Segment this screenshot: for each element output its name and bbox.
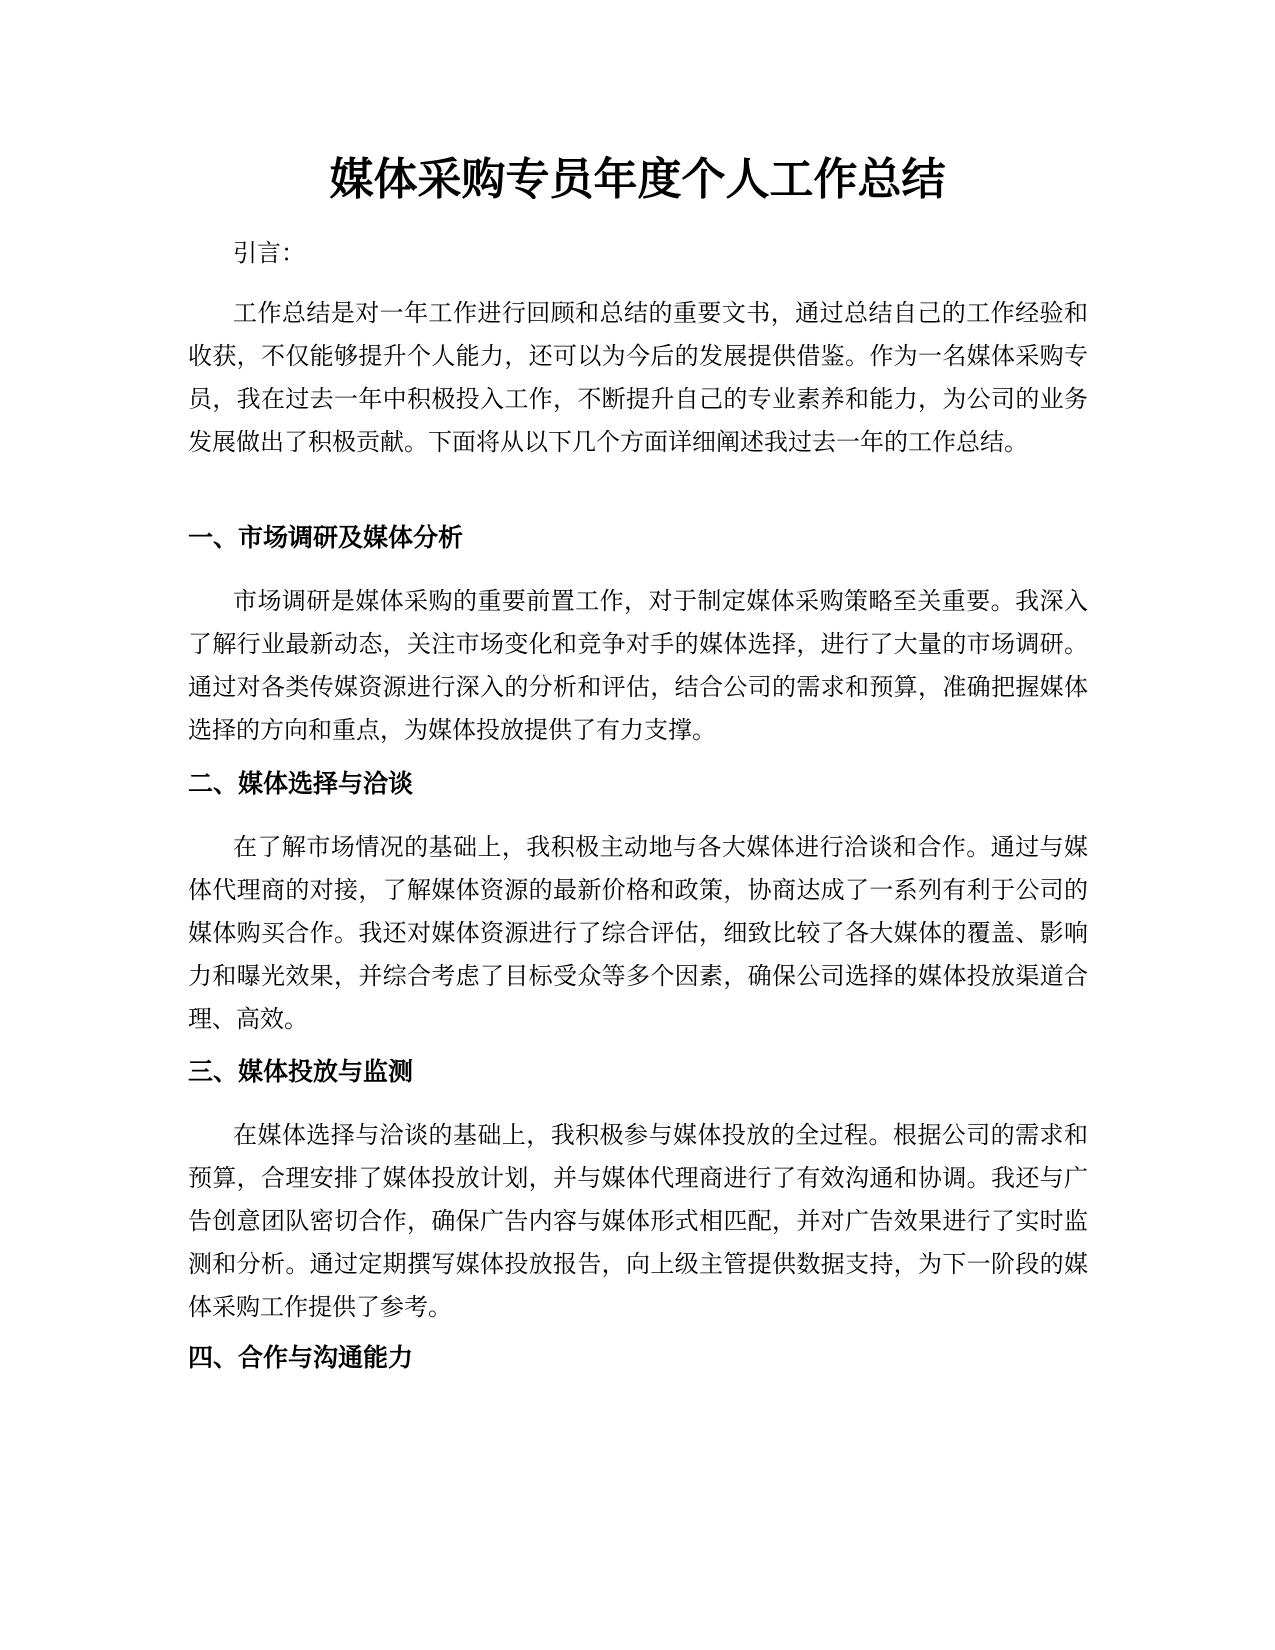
section-paragraph-3: 在媒体选择与洽谈的基础上，我积极参与媒体投放的全过程。根据公司的需求和预算，合理安排了媒体投放计划，并与媒体代理商进行了有效沟通和协调。我还与广告创意团队密切合作，确保广告内容与媒体形式相匹配，并对广告效果进行了实时监测和分析。通过定期撰写媒体投放报告，向上级主管提供数据支持，为下一阶段的媒体采购工作提供了参考。 (188, 1121, 1088, 1321)
section-paragraph-1: 市场调研是媒体采购的重要前置工作，对于制定媒体采购策略至关重要。我深入了解行业最新动态，关注市场变化和竞争对手的媒体选择，进行了大量的市场调研。通过对各类传媒资源进行深入的分析和评估，结合公司的需求和预算，准确把握媒体选择的方向和重点，为媒体投放提供了有力支撑。 (188, 587, 1088, 744)
intro-label: 引言： (233, 239, 305, 267)
section-paragraph-2: 在了解市场情况的基础上，我积极主动地与各大媒体进行洽谈和合作。通过与媒体代理商的对接，了解媒体资源的最新价格和政策，协商达成了一系列有利于公司的媒体购买合作。我还对媒体资源进行了综合评估，细致比较了各大媒体的覆盖、影响力和曝光效果，并综合考虑了目标受众等多个因素，确保公司选择的媒体投放渠道合理、高效。 (188, 833, 1088, 1033)
section-heading-4: 四、合作与沟通能力 (188, 1343, 414, 1372)
section-heading-3: 三、媒体投放与监测 (188, 1057, 414, 1086)
document-title: 媒体采购专员年度个人工作总结 (329, 154, 946, 205)
section-heading-1: 一、市场调研及媒体分析 (188, 523, 464, 552)
section-heading-2: 二、媒体选择与洽谈 (188, 769, 414, 798)
intro-paragraph: 工作总结是对一年工作进行回顾和总结的重要文书，通过总结自己的工作经验和收获，不仅能够提升个人能力，还可以为今后的发展提供借鉴。作为一名媒体采购专员，我在过去一年中积极投入工作，不断提升自己的专业素养和能力，为公司的业务发展做出了积极贡献。下面将从以下几个方面详细阐述我过去一年的工作总结。 (188, 299, 1088, 456)
